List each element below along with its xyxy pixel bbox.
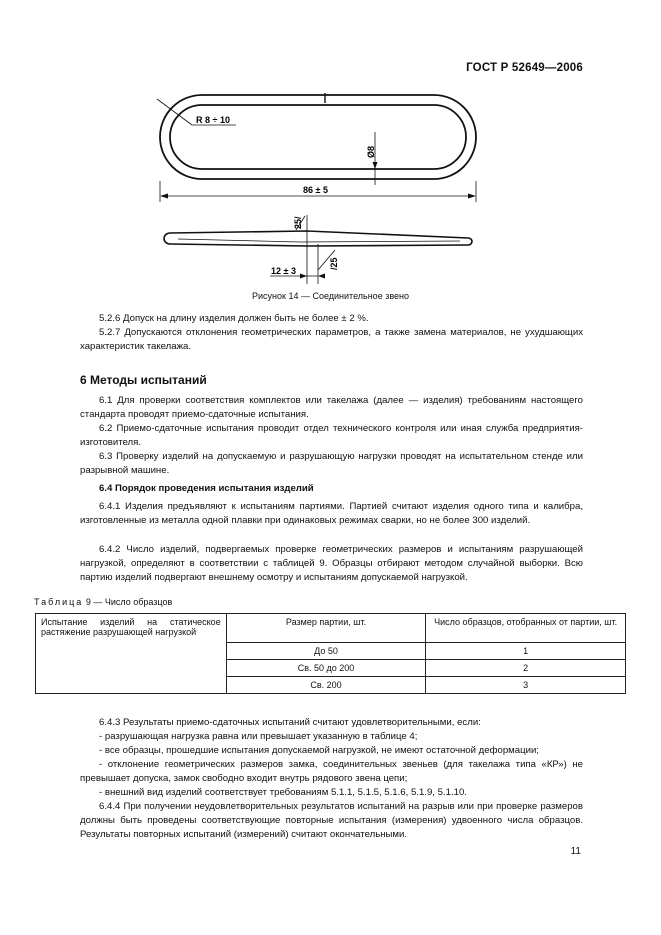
angle-right-label: /25 — [329, 257, 339, 270]
table-caption-title: 9 — Число образцов — [85, 597, 173, 607]
table-cell-sample-count: 2 — [426, 660, 626, 677]
list-item-3: - отклонение геометрических размеров замка, соединительных звеньев (для такелажа типа «КР») не превышает допуска, замок свободно входит внутрь рядового звена цепи; — [80, 759, 583, 785]
table-header-sample-count: Число образцов, отобранных от партии, шт. — [426, 614, 626, 643]
diameter-label: Ø8 — [366, 145, 376, 158]
side-view-bottom-contour — [170, 244, 468, 246]
length-arrow-left — [160, 194, 168, 199]
length-label: 86 ± 5 — [303, 185, 328, 195]
radius-label: R 8 ÷ 10 — [196, 115, 230, 125]
paragraph-6-3: 6.3 Проверку изделий на допускаемую и разрушающую нагрузки проводят на испытательном стенде или разрывной машине. — [80, 451, 583, 477]
table-cell-batch-size: Св. 200 — [226, 677, 426, 694]
paragraph-6-4-3: 6.4.3 Результаты приемо-сдаточных испытаний считают удовлетворительными, если: — [99, 717, 481, 728]
paragraph-6-1: 6.1 Для проверки соответствия комплектов или такелажа (далее — изделия) требованиям настоящего стандарта проводят приемо-сдаточные испытания. — [80, 395, 583, 421]
side-view-top-contour — [170, 231, 468, 238]
section-heading-6: 6 Методы испытаний — [80, 373, 207, 387]
paragraph-6-4-4: 6.4.4 При получении неудовлетворительных результатов испытаний на разрыв или при проверке размеров должны быть проведены соответствующие повторные испытания (измерения) удвоенного числа образцов. Результаты повторных испытаний (измерений) считают окончательными. — [80, 801, 583, 841]
table-cell-sample-count: 1 — [426, 643, 626, 660]
length-arrow-right — [468, 194, 476, 199]
connecting-link-drawing — [0, 0, 661, 300]
side-view-right-end — [468, 238, 472, 245]
standard-number: ГОСТ Р 52649—2006 — [466, 62, 583, 74]
offset-arrow-right — [318, 274, 325, 279]
table-cell-sample-count: 3 — [426, 677, 626, 694]
angle-top-label: 25/ — [293, 216, 303, 229]
table-cell-batch-size: До 50 — [226, 643, 426, 660]
table-header-batch-size: Размер партии, шт. — [226, 614, 426, 643]
table-header-test-type: Испытание изделий на статическое растяжение разрушающей нагрузкой — [36, 614, 227, 694]
page-number: 11 — [570, 846, 581, 857]
table-caption-word: Таблица — [34, 597, 84, 607]
diameter-arrow — [373, 162, 378, 169]
figure-caption: Рисунок 14 — Соединительное звено — [252, 291, 409, 301]
list-item-1: - разрушающая нагрузка равна или превышает указанную в таблице 4; — [99, 731, 418, 742]
samples-table — [35, 613, 626, 694]
list-item-2: - все образцы, прошедшие испытания допускаемой нагрузкой, не имеют остаточной деформации; — [99, 745, 539, 756]
side-view-weld-line — [178, 239, 460, 242]
offset-label: 12 ± 3 — [271, 266, 296, 276]
paragraph-5-2-6: 5.2.6 Допуск на длину изделия должен быть не более ± 2 %. — [99, 313, 369, 324]
link-outer-contour — [160, 95, 476, 179]
list-item-4: - внешний вид изделий соответствует требованиям 5.1.1, 5.1.5, 5.1.6, 5.1.9, 5.1.10. — [99, 787, 467, 798]
paragraph-5-2-7: 5.2.7 Допускаются отклонения геометрических параметров, а также замена материалов, не ухудшающих характеристик такелажа. — [80, 327, 583, 353]
paragraph-6-2: 6.2 Приемо-сдаточные испытания проводит отдел технического контроля или иная служба предприятия-изготовителя. — [80, 423, 583, 449]
table-header-row — [36, 614, 626, 643]
paragraph-6-4-1: 6.4.1 Изделия предъявляют к испытаниям партиями. Партией считают изделия одного типа и калибра, изготовленные из металла одной плавки при одинаковых режимах сварки, но не более 300 изделий. — [80, 501, 583, 527]
table-cell-batch-size: Св. 50 до 200 — [226, 660, 426, 677]
paragraph-6-4-2: 6.4.2 Число изделий, подвергаемых проверке геометрических размеров и испытаниям разрушающей нагрузкой, определяют в соответствии с таблицей 9. Образцы отбирают методом случайной выборки. Всю партию изделий подвергают внешнему осмотру и испытаниям допускаемой нагрузкой. — [80, 544, 583, 584]
side-view-left-end — [164, 233, 170, 244]
section-heading-6-4: 6.4 Порядок проведения испытания изделий — [99, 483, 314, 494]
offset-arrow-left — [300, 274, 307, 279]
table-caption — [34, 597, 172, 607]
